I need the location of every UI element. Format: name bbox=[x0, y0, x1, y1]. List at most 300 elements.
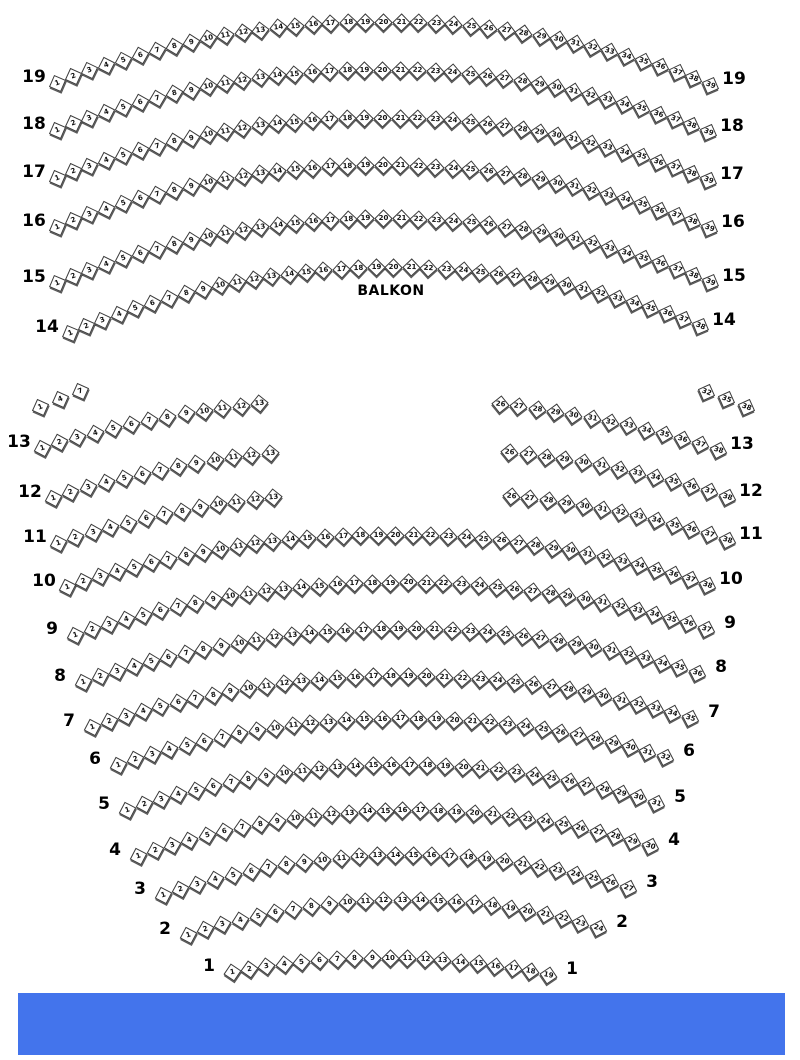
seat[interactable] bbox=[81, 480, 97, 496]
seat[interactable] bbox=[305, 66, 319, 80]
seat[interactable] bbox=[459, 531, 473, 545]
seat[interactable] bbox=[263, 446, 277, 460]
seat[interactable] bbox=[613, 692, 629, 708]
seat[interactable] bbox=[508, 675, 523, 690]
seat[interactable] bbox=[230, 495, 245, 510]
seat[interactable] bbox=[488, 959, 503, 974]
seat[interactable] bbox=[295, 581, 309, 595]
seat[interactable] bbox=[447, 214, 461, 228]
seat[interactable] bbox=[585, 236, 601, 252]
seat[interactable] bbox=[166, 38, 182, 54]
seat[interactable] bbox=[630, 466, 646, 482]
seat[interactable] bbox=[144, 654, 160, 670]
seat[interactable] bbox=[584, 183, 600, 199]
seat[interactable] bbox=[544, 771, 559, 786]
seat[interactable] bbox=[471, 957, 485, 971]
seat[interactable] bbox=[404, 261, 417, 274]
seat[interactable] bbox=[295, 675, 309, 689]
seat[interactable] bbox=[188, 691, 203, 706]
seat[interactable] bbox=[132, 47, 148, 63]
seat[interactable] bbox=[218, 172, 233, 187]
seat[interactable] bbox=[357, 624, 370, 637]
seat[interactable] bbox=[149, 90, 165, 106]
seat[interactable] bbox=[438, 760, 452, 774]
seat[interactable] bbox=[650, 106, 666, 122]
seat[interactable] bbox=[244, 448, 258, 462]
seat[interactable] bbox=[429, 17, 443, 31]
seat[interactable] bbox=[428, 65, 442, 79]
seat[interactable] bbox=[377, 212, 390, 225]
seat[interactable] bbox=[559, 496, 574, 511]
seat[interactable] bbox=[182, 832, 198, 848]
seat[interactable] bbox=[567, 179, 583, 195]
seat[interactable] bbox=[377, 159, 390, 172]
seat[interactable] bbox=[341, 896, 355, 910]
seat[interactable] bbox=[233, 912, 249, 928]
seat[interactable] bbox=[235, 121, 250, 136]
seat[interactable] bbox=[719, 489, 735, 505]
seat[interactable] bbox=[149, 138, 165, 154]
seat[interactable] bbox=[360, 805, 373, 818]
seat[interactable] bbox=[569, 637, 584, 652]
seat[interactable] bbox=[232, 636, 247, 651]
seat[interactable] bbox=[201, 229, 216, 244]
seat[interactable] bbox=[480, 117, 494, 131]
seat[interactable] bbox=[389, 849, 402, 862]
seat[interactable] bbox=[521, 447, 535, 461]
seat[interactable] bbox=[498, 167, 513, 182]
seat[interactable] bbox=[506, 961, 521, 976]
seat[interactable] bbox=[652, 255, 668, 271]
seat[interactable] bbox=[463, 625, 477, 639]
seat[interactable] bbox=[443, 850, 457, 864]
seat[interactable] bbox=[632, 558, 648, 574]
seat[interactable] bbox=[223, 684, 238, 699]
seat[interactable] bbox=[139, 511, 155, 527]
seat[interactable] bbox=[359, 895, 372, 908]
seat[interactable] bbox=[82, 158, 99, 175]
seat[interactable] bbox=[175, 504, 190, 519]
seat[interactable] bbox=[179, 406, 194, 421]
seat[interactable] bbox=[271, 164, 285, 178]
seat[interactable] bbox=[550, 863, 565, 878]
seat[interactable] bbox=[551, 228, 566, 243]
seat[interactable] bbox=[230, 275, 245, 290]
seat[interactable] bbox=[101, 616, 117, 632]
seat[interactable] bbox=[359, 212, 372, 225]
seat[interactable] bbox=[620, 880, 636, 896]
seat[interactable] bbox=[461, 851, 475, 865]
seat[interactable] bbox=[648, 700, 664, 716]
seat[interactable] bbox=[183, 82, 198, 97]
seat[interactable] bbox=[546, 541, 561, 556]
seat[interactable] bbox=[243, 864, 258, 879]
seat[interactable] bbox=[402, 670, 415, 683]
seat[interactable] bbox=[201, 127, 216, 142]
seat[interactable] bbox=[136, 704, 152, 720]
seat[interactable] bbox=[600, 91, 616, 107]
seat[interactable] bbox=[304, 717, 318, 731]
seat[interactable] bbox=[530, 402, 545, 417]
seat[interactable] bbox=[161, 551, 176, 566]
seat[interactable] bbox=[584, 411, 599, 426]
seat[interactable] bbox=[72, 383, 89, 400]
seat[interactable] bbox=[98, 57, 114, 73]
seat[interactable] bbox=[525, 584, 540, 599]
seat[interactable] bbox=[261, 860, 276, 875]
seat[interactable] bbox=[420, 670, 433, 683]
seat[interactable] bbox=[556, 817, 571, 832]
seat[interactable] bbox=[188, 782, 204, 798]
seat[interactable] bbox=[234, 399, 248, 413]
seat[interactable] bbox=[266, 535, 280, 549]
seat[interactable] bbox=[341, 159, 355, 173]
seat[interactable] bbox=[594, 458, 609, 473]
seat[interactable] bbox=[98, 201, 114, 217]
seat[interactable] bbox=[312, 579, 326, 593]
seat[interactable] bbox=[358, 63, 371, 76]
seat[interactable] bbox=[595, 502, 610, 517]
seat[interactable] bbox=[683, 479, 699, 495]
seat[interactable] bbox=[348, 952, 362, 966]
seat[interactable] bbox=[211, 497, 226, 512]
seat[interactable] bbox=[411, 112, 424, 125]
seat[interactable] bbox=[638, 651, 654, 667]
seat[interactable] bbox=[692, 437, 708, 453]
seat[interactable] bbox=[473, 672, 487, 686]
seat[interactable] bbox=[576, 455, 591, 470]
seat[interactable] bbox=[551, 32, 566, 47]
seat[interactable] bbox=[197, 404, 212, 419]
seat[interactable] bbox=[412, 712, 425, 725]
seat[interactable] bbox=[232, 726, 247, 741]
seat[interactable] bbox=[110, 564, 126, 580]
seat[interactable] bbox=[682, 710, 698, 726]
seat[interactable] bbox=[70, 430, 86, 446]
seat[interactable] bbox=[171, 787, 187, 803]
seat[interactable] bbox=[596, 689, 611, 704]
seat[interactable] bbox=[550, 175, 565, 190]
seat[interactable] bbox=[270, 814, 285, 829]
seat[interactable] bbox=[153, 699, 169, 715]
seat[interactable] bbox=[49, 170, 66, 187]
seat[interactable] bbox=[376, 112, 389, 125]
seat[interactable] bbox=[155, 887, 171, 903]
seat[interactable] bbox=[136, 607, 152, 623]
seat[interactable] bbox=[201, 175, 216, 190]
seat[interactable] bbox=[439, 262, 453, 276]
seat[interactable] bbox=[702, 274, 719, 291]
seat[interactable] bbox=[601, 187, 617, 203]
seat[interactable] bbox=[407, 529, 420, 542]
seat[interactable] bbox=[115, 99, 131, 115]
seat[interactable] bbox=[305, 114, 319, 128]
seat[interactable] bbox=[667, 160, 684, 177]
seat[interactable] bbox=[271, 21, 285, 35]
seat[interactable] bbox=[563, 543, 578, 558]
seat[interactable] bbox=[684, 522, 700, 538]
seat[interactable] bbox=[436, 954, 450, 968]
seat[interactable] bbox=[549, 80, 564, 95]
seat[interactable] bbox=[384, 577, 397, 590]
seat[interactable] bbox=[128, 300, 144, 316]
seat[interactable] bbox=[218, 226, 233, 241]
seat[interactable] bbox=[288, 115, 302, 129]
seat[interactable] bbox=[561, 682, 576, 697]
seat[interactable] bbox=[403, 759, 416, 772]
seat[interactable] bbox=[84, 621, 100, 637]
seat[interactable] bbox=[542, 275, 557, 290]
seat[interactable] bbox=[485, 899, 500, 914]
seat[interactable] bbox=[193, 500, 208, 515]
seat[interactable] bbox=[49, 275, 66, 292]
seat[interactable] bbox=[516, 26, 531, 41]
seat[interactable] bbox=[634, 101, 650, 117]
seat[interactable] bbox=[82, 262, 99, 279]
seat[interactable] bbox=[206, 592, 221, 607]
seat[interactable] bbox=[65, 268, 82, 285]
seat[interactable] bbox=[324, 808, 338, 822]
seat[interactable] bbox=[429, 160, 443, 174]
seat[interactable] bbox=[534, 631, 549, 646]
seat[interactable] bbox=[321, 625, 335, 639]
seat[interactable] bbox=[342, 16, 356, 30]
seat[interactable] bbox=[521, 812, 536, 827]
seat[interactable] bbox=[698, 621, 714, 637]
seat[interactable] bbox=[532, 77, 547, 92]
seat[interactable] bbox=[235, 73, 250, 88]
seat[interactable] bbox=[437, 577, 451, 591]
seat[interactable] bbox=[82, 110, 99, 127]
seat[interactable] bbox=[614, 785, 630, 801]
seat[interactable] bbox=[683, 117, 700, 134]
seat[interactable] bbox=[640, 744, 656, 760]
seat[interactable] bbox=[701, 527, 717, 543]
seat[interactable] bbox=[188, 596, 203, 611]
seat[interactable] bbox=[515, 122, 530, 137]
seat[interactable] bbox=[324, 213, 338, 227]
seat[interactable] bbox=[385, 759, 398, 772]
seat[interactable] bbox=[179, 646, 194, 661]
seat[interactable] bbox=[600, 139, 616, 155]
seat[interactable] bbox=[500, 717, 515, 732]
seat[interactable] bbox=[366, 952, 379, 965]
seat[interactable] bbox=[162, 742, 178, 758]
seat[interactable] bbox=[213, 542, 228, 557]
seat[interactable] bbox=[667, 112, 684, 129]
seat[interactable] bbox=[271, 218, 285, 232]
seat[interactable] bbox=[419, 577, 432, 590]
seat[interactable] bbox=[516, 169, 531, 184]
seat[interactable] bbox=[370, 261, 383, 274]
seat[interactable] bbox=[49, 219, 66, 236]
seat[interactable] bbox=[248, 492, 262, 506]
seat[interactable] bbox=[523, 964, 538, 979]
seat[interactable] bbox=[498, 627, 512, 641]
seat[interactable] bbox=[367, 759, 380, 772]
seat[interactable] bbox=[481, 626, 495, 640]
seat[interactable] bbox=[132, 191, 148, 207]
seat[interactable] bbox=[180, 927, 196, 943]
seat[interactable] bbox=[445, 624, 459, 638]
seat[interactable] bbox=[286, 902, 301, 917]
seat[interactable] bbox=[352, 261, 365, 274]
seat[interactable] bbox=[306, 214, 320, 228]
seat[interactable] bbox=[610, 290, 626, 306]
seat[interactable] bbox=[631, 696, 647, 712]
seat[interactable] bbox=[683, 165, 700, 182]
seat[interactable] bbox=[384, 952, 397, 965]
seat[interactable] bbox=[282, 267, 296, 281]
seat[interactable] bbox=[225, 868, 240, 883]
seat[interactable] bbox=[498, 119, 513, 134]
seat[interactable] bbox=[65, 212, 82, 229]
seat[interactable] bbox=[428, 623, 442, 637]
seat[interactable] bbox=[480, 69, 494, 83]
seat[interactable] bbox=[597, 550, 612, 565]
seat[interactable] bbox=[259, 959, 274, 974]
seat[interactable] bbox=[341, 64, 354, 77]
seat[interactable] bbox=[615, 554, 631, 570]
seat[interactable] bbox=[618, 192, 634, 208]
seat[interactable] bbox=[132, 95, 148, 111]
seat[interactable] bbox=[267, 631, 281, 645]
seat[interactable] bbox=[215, 917, 231, 933]
seat[interactable] bbox=[85, 524, 101, 540]
seat[interactable] bbox=[396, 804, 409, 817]
seat[interactable] bbox=[132, 143, 148, 159]
seat[interactable] bbox=[354, 529, 367, 542]
seat[interactable] bbox=[52, 391, 69, 408]
seat[interactable] bbox=[127, 751, 143, 767]
seat[interactable] bbox=[576, 282, 592, 298]
seat[interactable] bbox=[376, 64, 389, 77]
seat[interactable] bbox=[447, 18, 461, 32]
seat[interactable] bbox=[323, 65, 337, 79]
seat[interactable] bbox=[171, 695, 186, 710]
seat[interactable] bbox=[583, 135, 599, 151]
seat[interactable] bbox=[504, 489, 518, 503]
seat[interactable] bbox=[349, 760, 363, 774]
seat[interactable] bbox=[367, 670, 380, 683]
seat[interactable] bbox=[306, 809, 320, 823]
seat[interactable] bbox=[630, 603, 646, 619]
seat[interactable] bbox=[571, 728, 586, 743]
seat[interactable] bbox=[566, 408, 581, 423]
seat[interactable] bbox=[253, 817, 268, 832]
seat[interactable] bbox=[541, 493, 556, 508]
seat[interactable] bbox=[149, 186, 165, 202]
seat[interactable] bbox=[224, 964, 239, 979]
seat[interactable] bbox=[669, 261, 686, 278]
seat[interactable] bbox=[672, 660, 688, 676]
seat[interactable] bbox=[539, 450, 554, 465]
seat[interactable] bbox=[124, 417, 140, 433]
seat[interactable] bbox=[94, 312, 111, 329]
seat[interactable] bbox=[602, 240, 618, 256]
seat[interactable] bbox=[78, 318, 95, 335]
seat[interactable] bbox=[485, 808, 499, 822]
seat[interactable] bbox=[389, 528, 402, 541]
seat[interactable] bbox=[306, 18, 320, 32]
seat[interactable] bbox=[214, 639, 229, 654]
seat[interactable] bbox=[119, 802, 135, 818]
seat[interactable] bbox=[394, 212, 407, 225]
seat[interactable] bbox=[166, 134, 182, 150]
seat[interactable] bbox=[161, 650, 177, 666]
seat[interactable] bbox=[431, 894, 445, 908]
seat[interactable] bbox=[322, 715, 336, 729]
seat[interactable] bbox=[509, 765, 524, 780]
seat[interactable] bbox=[277, 582, 291, 596]
seat[interactable] bbox=[648, 562, 664, 578]
seat[interactable] bbox=[463, 67, 477, 81]
seat[interactable] bbox=[438, 670, 452, 684]
seat[interactable] bbox=[566, 131, 581, 146]
seat[interactable] bbox=[250, 723, 265, 738]
seat[interactable] bbox=[288, 67, 302, 81]
seat[interactable] bbox=[595, 595, 610, 610]
seat[interactable] bbox=[419, 953, 433, 967]
seat[interactable] bbox=[288, 163, 302, 177]
seat[interactable] bbox=[603, 643, 619, 659]
seat[interactable] bbox=[494, 534, 508, 548]
seat[interactable] bbox=[421, 759, 435, 773]
seat[interactable] bbox=[529, 538, 544, 553]
seat[interactable] bbox=[498, 71, 513, 86]
seat[interactable] bbox=[393, 64, 406, 77]
seat[interactable] bbox=[503, 810, 518, 825]
seat[interactable] bbox=[682, 572, 698, 588]
seat[interactable] bbox=[520, 904, 535, 919]
seat[interactable] bbox=[218, 124, 233, 139]
seat[interactable] bbox=[659, 305, 676, 322]
seat[interactable] bbox=[166, 182, 182, 198]
seat[interactable] bbox=[135, 466, 151, 482]
seat[interactable] bbox=[718, 391, 735, 408]
seat[interactable] bbox=[289, 19, 303, 33]
seat[interactable] bbox=[527, 768, 542, 783]
seat[interactable] bbox=[603, 875, 619, 891]
seat[interactable] bbox=[508, 269, 523, 284]
seat[interactable] bbox=[118, 708, 134, 724]
seat[interactable] bbox=[442, 530, 456, 544]
seat[interactable] bbox=[555, 911, 571, 927]
seat[interactable] bbox=[511, 536, 526, 551]
seat[interactable] bbox=[699, 577, 715, 593]
seat[interactable] bbox=[359, 15, 372, 28]
seat[interactable] bbox=[425, 849, 439, 863]
seat[interactable] bbox=[454, 955, 468, 969]
seat[interactable] bbox=[34, 440, 50, 456]
seat[interactable] bbox=[580, 547, 595, 562]
seat[interactable] bbox=[235, 820, 250, 835]
seat[interactable] bbox=[190, 876, 206, 892]
seat[interactable] bbox=[499, 220, 514, 235]
seat[interactable] bbox=[144, 555, 160, 571]
seat[interactable] bbox=[588, 731, 604, 747]
seat[interactable] bbox=[650, 154, 666, 170]
seat[interactable] bbox=[319, 530, 333, 544]
seat[interactable] bbox=[208, 872, 224, 888]
seat[interactable] bbox=[340, 714, 354, 728]
seat[interactable] bbox=[279, 857, 294, 872]
seat[interactable] bbox=[612, 462, 627, 477]
seat[interactable] bbox=[702, 77, 719, 94]
seat[interactable] bbox=[579, 685, 594, 700]
seat[interactable] bbox=[242, 962, 257, 977]
seat[interactable] bbox=[549, 128, 564, 143]
